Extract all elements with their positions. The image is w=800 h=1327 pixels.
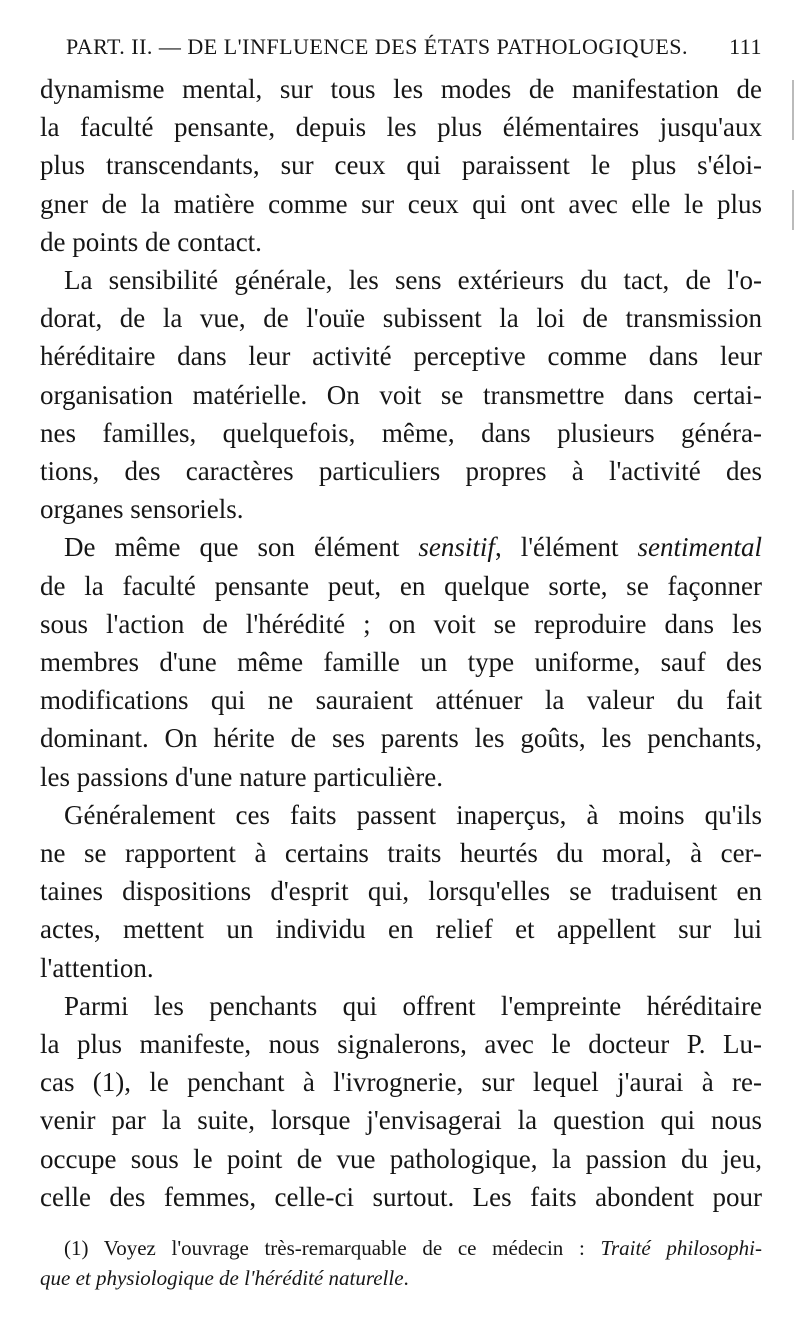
text-line: de la faculté pensante peut, en quelque sorte, se façonner <box>40 570 762 601</box>
text-line: celle des femmes, celle-ci surtout. Les faits abondent pour <box>40 1181 762 1212</box>
text-line: nes familles, quelquefois, même, dans plusieurs généra- <box>40 417 762 448</box>
text-line: héréditaire dans leur activité perceptive comme dans leur <box>40 341 762 372</box>
paragraph <box>40 987 762 1216</box>
paragraph <box>40 528 762 795</box>
footnote-line: (1) Voyez l'ouvrage très-remarquable de ce médecin : Traité philosophi- <box>64 1236 763 1260</box>
text-line: ne se rapportent à certains traits heurtés du moral, à cer- <box>40 838 762 869</box>
text-line: Parmi les penchants qui offrent l'empreinte héréditaire <box>64 990 762 1021</box>
paragraph <box>40 796 762 987</box>
page-edge-mark <box>792 80 794 140</box>
emphasis: sensitif <box>418 532 495 563</box>
text-line: gner de la matière comme sur ceux qui ont avec elle le plus <box>40 188 762 219</box>
paragraph <box>40 70 762 261</box>
text-line: l'attention. <box>40 952 154 983</box>
page-edge-mark <box>792 190 794 230</box>
text-line: dominant. On hérite de ses parents les goûts, les penchants, <box>40 723 762 754</box>
text-line: de points de contact. <box>40 226 262 257</box>
footnote-line: que et physiologique de l'hérédité naturelle. <box>40 1266 409 1290</box>
text-line: La sensibilité générale, les sens extérieurs du tact, de l'o- <box>64 265 762 296</box>
text-line: les passions d'une nature particulière. <box>40 761 443 792</box>
text-line: membres d'une même famille un type uniforme, sauf des <box>40 647 762 678</box>
text-line: organisation matérielle. On voit se transmettre dans certai- <box>40 379 762 410</box>
text-line: Généralement ces faits passent inaperçus, à moins qu'ils <box>64 799 762 830</box>
text-line: la faculté pensante, depuis les plus élémentaires jusqu'aux <box>40 112 762 143</box>
text-line: venir par la suite, lorsque j'envisagerai la question qui nous <box>40 1105 762 1136</box>
running-title: PART. II. — DE L'INFLUENCE DES ÉTATS PATHOLOGIQUES. <box>66 34 689 59</box>
text-line: actes, mettent un individu en relief et appellent sur lui <box>40 914 762 945</box>
text-line: cas (1), le penchant à l'ivrognerie, sur lequel j'aurai à re- <box>40 1067 762 1098</box>
text-line: dynamisme mental, sur tous les modes de manifestation de <box>40 74 762 104</box>
text-line: De même que son élément sensitif, l'élément sentimental <box>64 532 762 563</box>
text-line: taines dispositions d'esprit qui, lorsqu'elles se traduisent en <box>40 876 762 907</box>
text-line: tions, des caractères particuliers propres à l'activité des <box>40 456 762 487</box>
text-line: dorat, de la vue, de l'ouïe subissent la loi de transmission <box>40 303 762 334</box>
body-text <box>40 70 762 1216</box>
text-line: plus transcendants, sur ceux qui paraissent le plus s'éloi- <box>40 150 762 181</box>
text-line: modifications qui ne sauraient atténuer la valeur du fait <box>40 685 762 716</box>
emphasis: Traité philosophi- <box>600 1236 763 1260</box>
emphasis: que et physiologique de l'hérédité naturelle <box>40 1266 404 1290</box>
text-line: la plus manifeste, nous signalerons, avec le docteur P. Lu- <box>40 1029 762 1060</box>
paragraph <box>40 261 762 528</box>
page-number: 111 <box>729 34 762 59</box>
text-line: organes sensoriels. <box>40 494 244 525</box>
text-line: occupe sous le point de vue pathologique, la passion du jeu, <box>40 1143 762 1174</box>
emphasis: sentimental <box>637 532 762 563</box>
footnote <box>40 1233 762 1293</box>
running-header <box>66 34 762 68</box>
text-line: sous l'action de l'hérédité ; on voit se reproduire dans les <box>40 608 762 639</box>
